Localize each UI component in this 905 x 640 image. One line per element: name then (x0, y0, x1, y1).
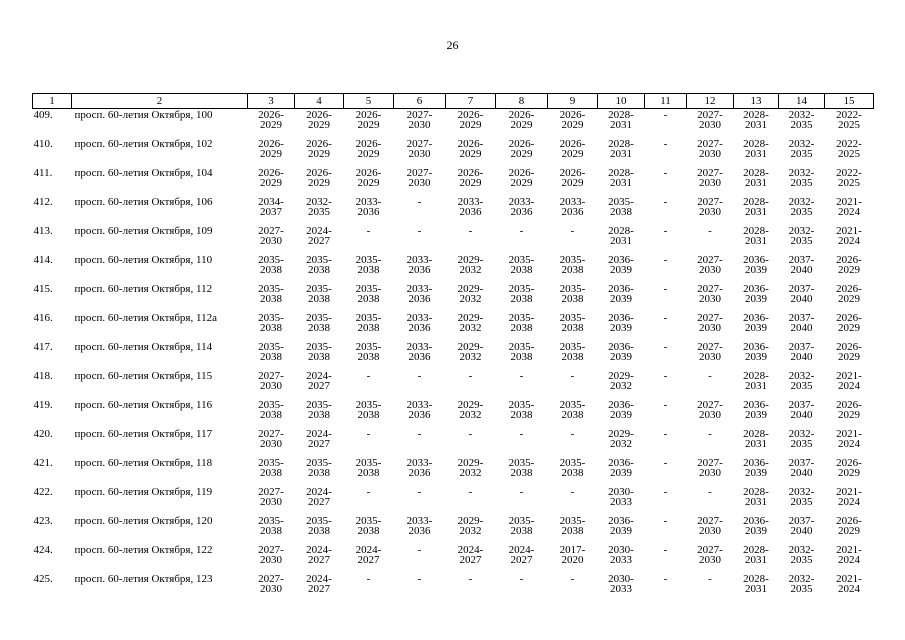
period-cell: - (417, 544, 422, 556)
column-header: 12 (687, 94, 734, 109)
address: просп. 60-летия Октября, 109 (74, 225, 213, 237)
period-cell: 2037- 2040 (788, 283, 815, 305)
period-cell: - (663, 225, 668, 237)
period-cell: 2032- 2035 (788, 196, 815, 218)
period-cell: 2027- 2030 (258, 544, 284, 566)
period-cell: 2033- 2036 (457, 196, 484, 218)
period-cell: - (663, 138, 668, 150)
address: просп. 60-летия Октября, 122 (74, 544, 213, 556)
period-cell: 2022- 2025 (836, 138, 862, 160)
period-cell: 2027- 2030 (697, 544, 723, 566)
period-cell: 2035- 2038 (559, 341, 586, 363)
period-cell: 2035- 2038 (258, 312, 284, 334)
address: просп. 60-летия Октября, 115 (74, 370, 213, 382)
period-cell: 2024- 2027 (306, 370, 332, 392)
period-cell: - (468, 370, 473, 382)
table-row (33, 573, 874, 602)
period-cell: 2035- 2038 (355, 312, 382, 334)
address: просп. 60-летия Октября, 106 (74, 196, 213, 208)
period-cell: - (570, 486, 575, 498)
table-row (33, 515, 874, 544)
period-cell: 2028- 2031 (743, 225, 769, 247)
period-cell: 2035- 2038 (258, 399, 284, 421)
period-cell: 2032- 2035 (788, 544, 815, 566)
period-cell: - (417, 573, 422, 585)
row-number: 414. (33, 254, 53, 266)
column-header: 10 (598, 94, 645, 109)
period-cell: 2032- 2035 (788, 109, 815, 131)
period-cell: 2021- 2024 (836, 486, 862, 508)
address: просп. 60-летия Октября, 116 (74, 399, 213, 411)
period-cell: 2027- 2030 (258, 370, 284, 392)
period-cell: 2027- 2030 (258, 428, 284, 450)
period-cell: 2035- 2038 (508, 341, 535, 363)
period-cell: 2036- 2039 (608, 312, 634, 334)
period-cell: 2027- 2030 (697, 283, 723, 305)
period-cell: 2028- 2031 (743, 196, 769, 218)
table-row (33, 254, 874, 283)
period-cell: 2028- 2031 (743, 544, 769, 566)
table-row (33, 283, 874, 312)
period-cell: 2035- 2038 (559, 283, 586, 305)
period-cell: 2021- 2024 (836, 544, 862, 566)
period-cell: 2021- 2024 (836, 573, 862, 595)
period-cell: 2036- 2039 (608, 399, 634, 421)
period-cell: 2033- 2036 (406, 515, 433, 537)
period-cell: 2027- 2030 (697, 515, 723, 537)
period-cell: 2033- 2036 (406, 399, 433, 421)
table-row (33, 196, 874, 225)
period-cell: - (417, 225, 422, 237)
period-cell: 2026- 2029 (559, 138, 586, 160)
period-cell: 2036- 2039 (608, 457, 634, 479)
period-cell: 2024- 2027 (306, 428, 332, 450)
period-cell: 2024- 2027 (508, 544, 535, 566)
period-cell: 2035- 2038 (508, 399, 535, 421)
period-cell: 2026- 2029 (355, 109, 382, 131)
period-cell: 2024- 2027 (306, 573, 332, 595)
address: просп. 60-летия Октября, 112 (74, 283, 213, 295)
period-cell: 2026- 2029 (836, 254, 862, 276)
period-cell: 2035- 2038 (559, 515, 586, 537)
table-row (33, 341, 874, 370)
period-cell: - (570, 370, 575, 382)
period-cell: 2026- 2029 (836, 457, 862, 479)
period-cell: - (663, 370, 668, 382)
period-cell: 2035- 2038 (355, 399, 382, 421)
address: просп. 60-летия Октября, 114 (74, 341, 213, 353)
row-number: 423. (33, 515, 53, 527)
row-number: 417. (33, 341, 53, 353)
repair-schedule-table (32, 93, 874, 602)
address: просп. 60-летия Октября, 123 (74, 573, 213, 585)
row-number: 419. (33, 399, 53, 411)
period-cell: 2027- 2030 (697, 196, 723, 218)
period-cell: - (663, 399, 668, 411)
period-cell: 2036- 2039 (743, 457, 769, 479)
period-cell: 2028- 2031 (608, 109, 634, 131)
period-cell: 2026- 2029 (508, 109, 535, 131)
address: просп. 60-летия Октября, 120 (74, 515, 213, 527)
period-cell: - (519, 225, 524, 237)
period-cell: - (663, 341, 668, 353)
period-cell: 2029- 2032 (457, 254, 484, 276)
period-cell: 2035- 2038 (258, 457, 284, 479)
period-cell: 2026- 2029 (836, 312, 862, 334)
period-cell: 2037- 2040 (788, 457, 815, 479)
period-cell: - (663, 283, 668, 295)
period-cell: 2021- 2024 (836, 225, 862, 247)
period-cell: 2035- 2038 (306, 341, 332, 363)
period-cell: 2021- 2024 (836, 370, 862, 392)
period-cell: 2035- 2038 (258, 254, 284, 276)
period-cell: 2035- 2038 (258, 515, 284, 537)
period-cell: 2026- 2029 (836, 399, 862, 421)
period-cell: 2033- 2036 (508, 196, 535, 218)
period-cell: 2033- 2036 (355, 196, 382, 218)
period-cell: 2030- 2033 (608, 573, 634, 595)
period-cell: 2033- 2036 (559, 196, 586, 218)
period-cell: 2035- 2038 (508, 283, 535, 305)
column-header: 9 (548, 94, 598, 109)
table-row (33, 399, 874, 428)
period-cell: - (519, 428, 524, 440)
period-cell: 2027- 2030 (697, 109, 723, 131)
period-cell: - (468, 428, 473, 440)
period-cell: - (663, 254, 668, 266)
period-cell: 2035- 2038 (355, 254, 382, 276)
period-cell: 2035- 2038 (355, 283, 382, 305)
table-row (33, 457, 874, 486)
period-cell: 2037- 2040 (788, 312, 815, 334)
period-cell: 2027- 2030 (697, 254, 723, 276)
period-cell: 2029- 2032 (457, 399, 484, 421)
period-cell: - (417, 370, 422, 382)
period-cell: - (708, 573, 712, 585)
period-cell: - (663, 544, 668, 556)
period-cell: 2035- 2038 (306, 515, 332, 537)
row-number: 410. (33, 138, 53, 150)
period-cell: - (708, 486, 712, 498)
period-cell: - (570, 225, 575, 237)
period-cell: 2036- 2039 (743, 312, 769, 334)
period-cell: 2026- 2029 (559, 109, 586, 131)
period-cell: - (708, 370, 712, 382)
period-cell: 2035- 2038 (608, 196, 634, 218)
period-cell: 2033- 2036 (406, 457, 433, 479)
period-cell: - (417, 196, 422, 208)
period-cell: - (366, 370, 371, 382)
period-cell: 2035- 2038 (508, 312, 535, 334)
period-cell: - (663, 428, 668, 440)
table-row (33, 486, 874, 515)
period-cell: - (417, 428, 422, 440)
period-cell: 2036- 2039 (743, 283, 769, 305)
period-cell: 2024- 2027 (306, 225, 332, 247)
period-cell: 2026- 2029 (258, 109, 284, 131)
period-cell: - (708, 428, 712, 440)
period-cell: 2026- 2029 (457, 109, 484, 131)
period-cell: 2027- 2030 (258, 225, 284, 247)
period-cell: 2026- 2029 (258, 167, 284, 189)
row-number: 411. (33, 167, 53, 179)
period-cell: 2027- 2030 (697, 399, 723, 421)
period-cell: 2035- 2038 (258, 341, 284, 363)
period-cell: - (663, 109, 668, 121)
period-cell: 2026- 2029 (306, 109, 332, 131)
period-cell: 2024- 2027 (457, 544, 484, 566)
address: просп. 60-летия Октября, 104 (74, 167, 213, 179)
address: просп. 60-летия Октября, 118 (74, 457, 213, 469)
period-cell: 2026- 2029 (836, 341, 862, 363)
period-cell: 2026- 2029 (508, 138, 535, 160)
period-cell: 2028- 2031 (608, 138, 634, 160)
column-header: 5 (344, 94, 394, 109)
period-cell: 2032- 2035 (788, 573, 815, 595)
column-header: 13 (734, 94, 779, 109)
period-cell: - (663, 515, 668, 527)
period-cell: 2036- 2039 (743, 254, 769, 276)
column-header: 3 (248, 94, 295, 109)
period-cell: - (366, 486, 371, 498)
column-header: 11 (645, 94, 687, 109)
row-number: 415. (33, 283, 53, 295)
period-cell: 2037- 2040 (788, 399, 815, 421)
period-cell: 2035- 2038 (306, 312, 332, 334)
period-cell: 2030- 2033 (608, 486, 634, 508)
period-cell: 2028- 2031 (743, 138, 769, 160)
period-cell: 2037- 2040 (788, 515, 815, 537)
address: просп. 60-летия Октября, 117 (74, 428, 213, 440)
period-cell: - (663, 312, 668, 324)
period-cell: 2026- 2029 (836, 283, 862, 305)
address: просп. 60-летия Октября, 119 (74, 486, 213, 498)
period-cell: 2027- 2030 (697, 138, 723, 160)
period-cell: 2026- 2029 (508, 167, 535, 189)
period-cell: 2036- 2039 (608, 283, 634, 305)
period-cell: 2036- 2039 (743, 341, 769, 363)
period-cell: 2035- 2038 (559, 254, 586, 276)
table-row (33, 370, 874, 399)
row-number: 421. (33, 457, 53, 469)
period-cell: 2035- 2038 (508, 254, 535, 276)
page-number: 26 (446, 38, 459, 52)
row-number: 422. (33, 486, 53, 498)
period-cell: 2028- 2031 (743, 109, 769, 131)
period-cell: - (519, 573, 524, 585)
period-cell: 2028- 2031 (608, 225, 634, 247)
period-cell: - (663, 196, 668, 208)
period-cell: - (570, 573, 575, 585)
period-cell: 2027- 2030 (697, 167, 723, 189)
row-number: 424. (33, 544, 53, 556)
table-row (33, 544, 874, 573)
period-cell: 2033- 2036 (406, 341, 433, 363)
period-cell: 2027- 2030 (697, 457, 723, 479)
table-row (33, 312, 874, 341)
period-cell: - (519, 370, 524, 382)
period-cell: 2024- 2027 (306, 486, 332, 508)
period-cell: 2032- 2035 (788, 428, 815, 450)
address: просп. 60-летия Октября, 112а (74, 312, 217, 324)
column-header: 1 (33, 94, 72, 109)
column-header: 15 (825, 94, 874, 109)
address: просп. 60-летия Октября, 100 (74, 109, 213, 121)
period-cell: 2027- 2030 (258, 486, 284, 508)
period-cell: 2029- 2032 (457, 312, 484, 334)
period-cell: 2034- 2037 (258, 196, 284, 218)
period-cell: 2026- 2029 (457, 167, 484, 189)
period-cell: - (708, 225, 712, 237)
period-cell: 2026- 2029 (306, 138, 332, 160)
column-number-row (33, 94, 874, 109)
period-cell: 2024- 2027 (355, 544, 382, 566)
period-cell: 2035- 2038 (355, 457, 382, 479)
period-cell: 2032- 2035 (306, 196, 332, 218)
row-number: 425. (33, 573, 53, 585)
period-cell: 2028- 2031 (608, 167, 634, 189)
period-cell: 2036- 2039 (743, 399, 769, 421)
period-cell: 2037- 2040 (788, 254, 815, 276)
table-row (33, 138, 874, 167)
period-cell: 2032- 2035 (788, 370, 815, 392)
row-number: 420. (33, 428, 53, 440)
period-cell: 2027- 2030 (406, 109, 433, 131)
row-number: 409. (33, 109, 53, 121)
period-cell: - (417, 486, 422, 498)
column-header: 6 (394, 94, 446, 109)
row-number: 412. (33, 196, 53, 208)
period-cell: - (663, 167, 668, 179)
address: просп. 60-летия Октября, 110 (74, 254, 213, 266)
address: просп. 60-летия Октября, 102 (74, 138, 213, 150)
column-header: 4 (295, 94, 344, 109)
period-cell: 2032- 2035 (788, 138, 815, 160)
period-cell: 2028- 2031 (743, 573, 769, 595)
period-cell: - (519, 486, 524, 498)
period-cell: 2035- 2038 (306, 457, 332, 479)
period-cell: 2029- 2032 (457, 283, 484, 305)
period-cell: 2028- 2031 (743, 370, 769, 392)
period-cell: 2035- 2038 (355, 515, 382, 537)
period-cell: 2035- 2038 (258, 283, 284, 305)
period-cell: 2035- 2038 (306, 399, 332, 421)
period-cell: 2026- 2029 (258, 138, 284, 160)
table-row (33, 167, 874, 196)
period-cell: 2032- 2035 (788, 486, 815, 508)
period-cell: 2032- 2035 (788, 225, 815, 247)
period-cell: 2036- 2039 (608, 341, 634, 363)
period-cell: 2021- 2024 (836, 196, 862, 218)
period-cell: 2024- 2027 (306, 544, 332, 566)
period-cell: 2035- 2038 (355, 341, 382, 363)
period-cell: 2035- 2038 (508, 515, 535, 537)
column-header: 2 (72, 94, 248, 109)
period-cell: - (468, 486, 473, 498)
period-cell: 2035- 2038 (559, 399, 586, 421)
period-cell: 2035- 2038 (559, 312, 586, 334)
period-cell: 2036- 2039 (608, 515, 634, 537)
period-cell: 2035- 2038 (306, 283, 332, 305)
period-cell: 2027- 2030 (697, 312, 723, 334)
column-header: 8 (496, 94, 548, 109)
period-cell: 2033- 2036 (406, 312, 433, 334)
row-number: 413. (33, 225, 53, 237)
period-cell: 2026- 2029 (559, 167, 586, 189)
row-number: 416. (33, 312, 53, 324)
period-cell: 2022- 2025 (836, 109, 862, 131)
period-cell: 2028- 2031 (743, 167, 769, 189)
period-cell: 2033- 2036 (406, 283, 433, 305)
period-cell: - (366, 225, 371, 237)
table-body (33, 109, 874, 603)
period-cell: 2029- 2032 (457, 515, 484, 537)
period-cell: 2021- 2024 (836, 428, 862, 450)
period-cell: 2026- 2029 (457, 138, 484, 160)
period-cell: 2032- 2035 (788, 167, 815, 189)
period-cell: 2033- 2036 (406, 254, 433, 276)
table-row (33, 225, 874, 254)
period-cell: 2027- 2030 (697, 341, 723, 363)
period-cell: 2028- 2031 (743, 428, 769, 450)
period-cell: 2035- 2038 (559, 457, 586, 479)
column-header: 7 (446, 94, 496, 109)
row-number: 418. (33, 370, 53, 382)
period-cell: - (366, 428, 371, 440)
period-cell: - (468, 225, 473, 237)
period-cell: - (663, 457, 668, 469)
period-cell: 2036- 2039 (608, 254, 634, 276)
period-cell: 2026- 2029 (355, 167, 382, 189)
period-cell: 2026- 2029 (836, 515, 862, 537)
period-cell: 2029- 2032 (457, 341, 484, 363)
period-cell: 2027- 2030 (258, 573, 284, 595)
period-cell: 2037- 2040 (788, 341, 815, 363)
period-cell: - (366, 573, 371, 585)
period-cell: 2027- 2030 (406, 138, 433, 160)
period-cell: 2029- 2032 (457, 457, 484, 479)
period-cell: - (663, 573, 668, 585)
period-cell: 2035- 2038 (508, 457, 535, 479)
period-cell: - (570, 428, 575, 440)
period-cell: 2026- 2029 (355, 138, 382, 160)
period-cell: 2036- 2039 (743, 515, 769, 537)
period-cell: 2022- 2025 (836, 167, 862, 189)
table-row (33, 109, 874, 139)
period-cell: 2029- 2032 (608, 370, 634, 392)
period-cell: - (663, 486, 668, 498)
period-cell: 2035- 2038 (306, 254, 332, 276)
period-cell: 2028- 2031 (743, 486, 769, 508)
period-cell: 2026- 2029 (306, 167, 332, 189)
period-cell: 2029- 2032 (608, 428, 634, 450)
period-cell: - (468, 573, 473, 585)
table-row (33, 428, 874, 457)
period-cell: 2027- 2030 (406, 167, 433, 189)
column-header: 14 (779, 94, 825, 109)
period-cell: 2017- 2020 (559, 544, 586, 566)
period-cell: 2030- 2033 (608, 544, 634, 566)
